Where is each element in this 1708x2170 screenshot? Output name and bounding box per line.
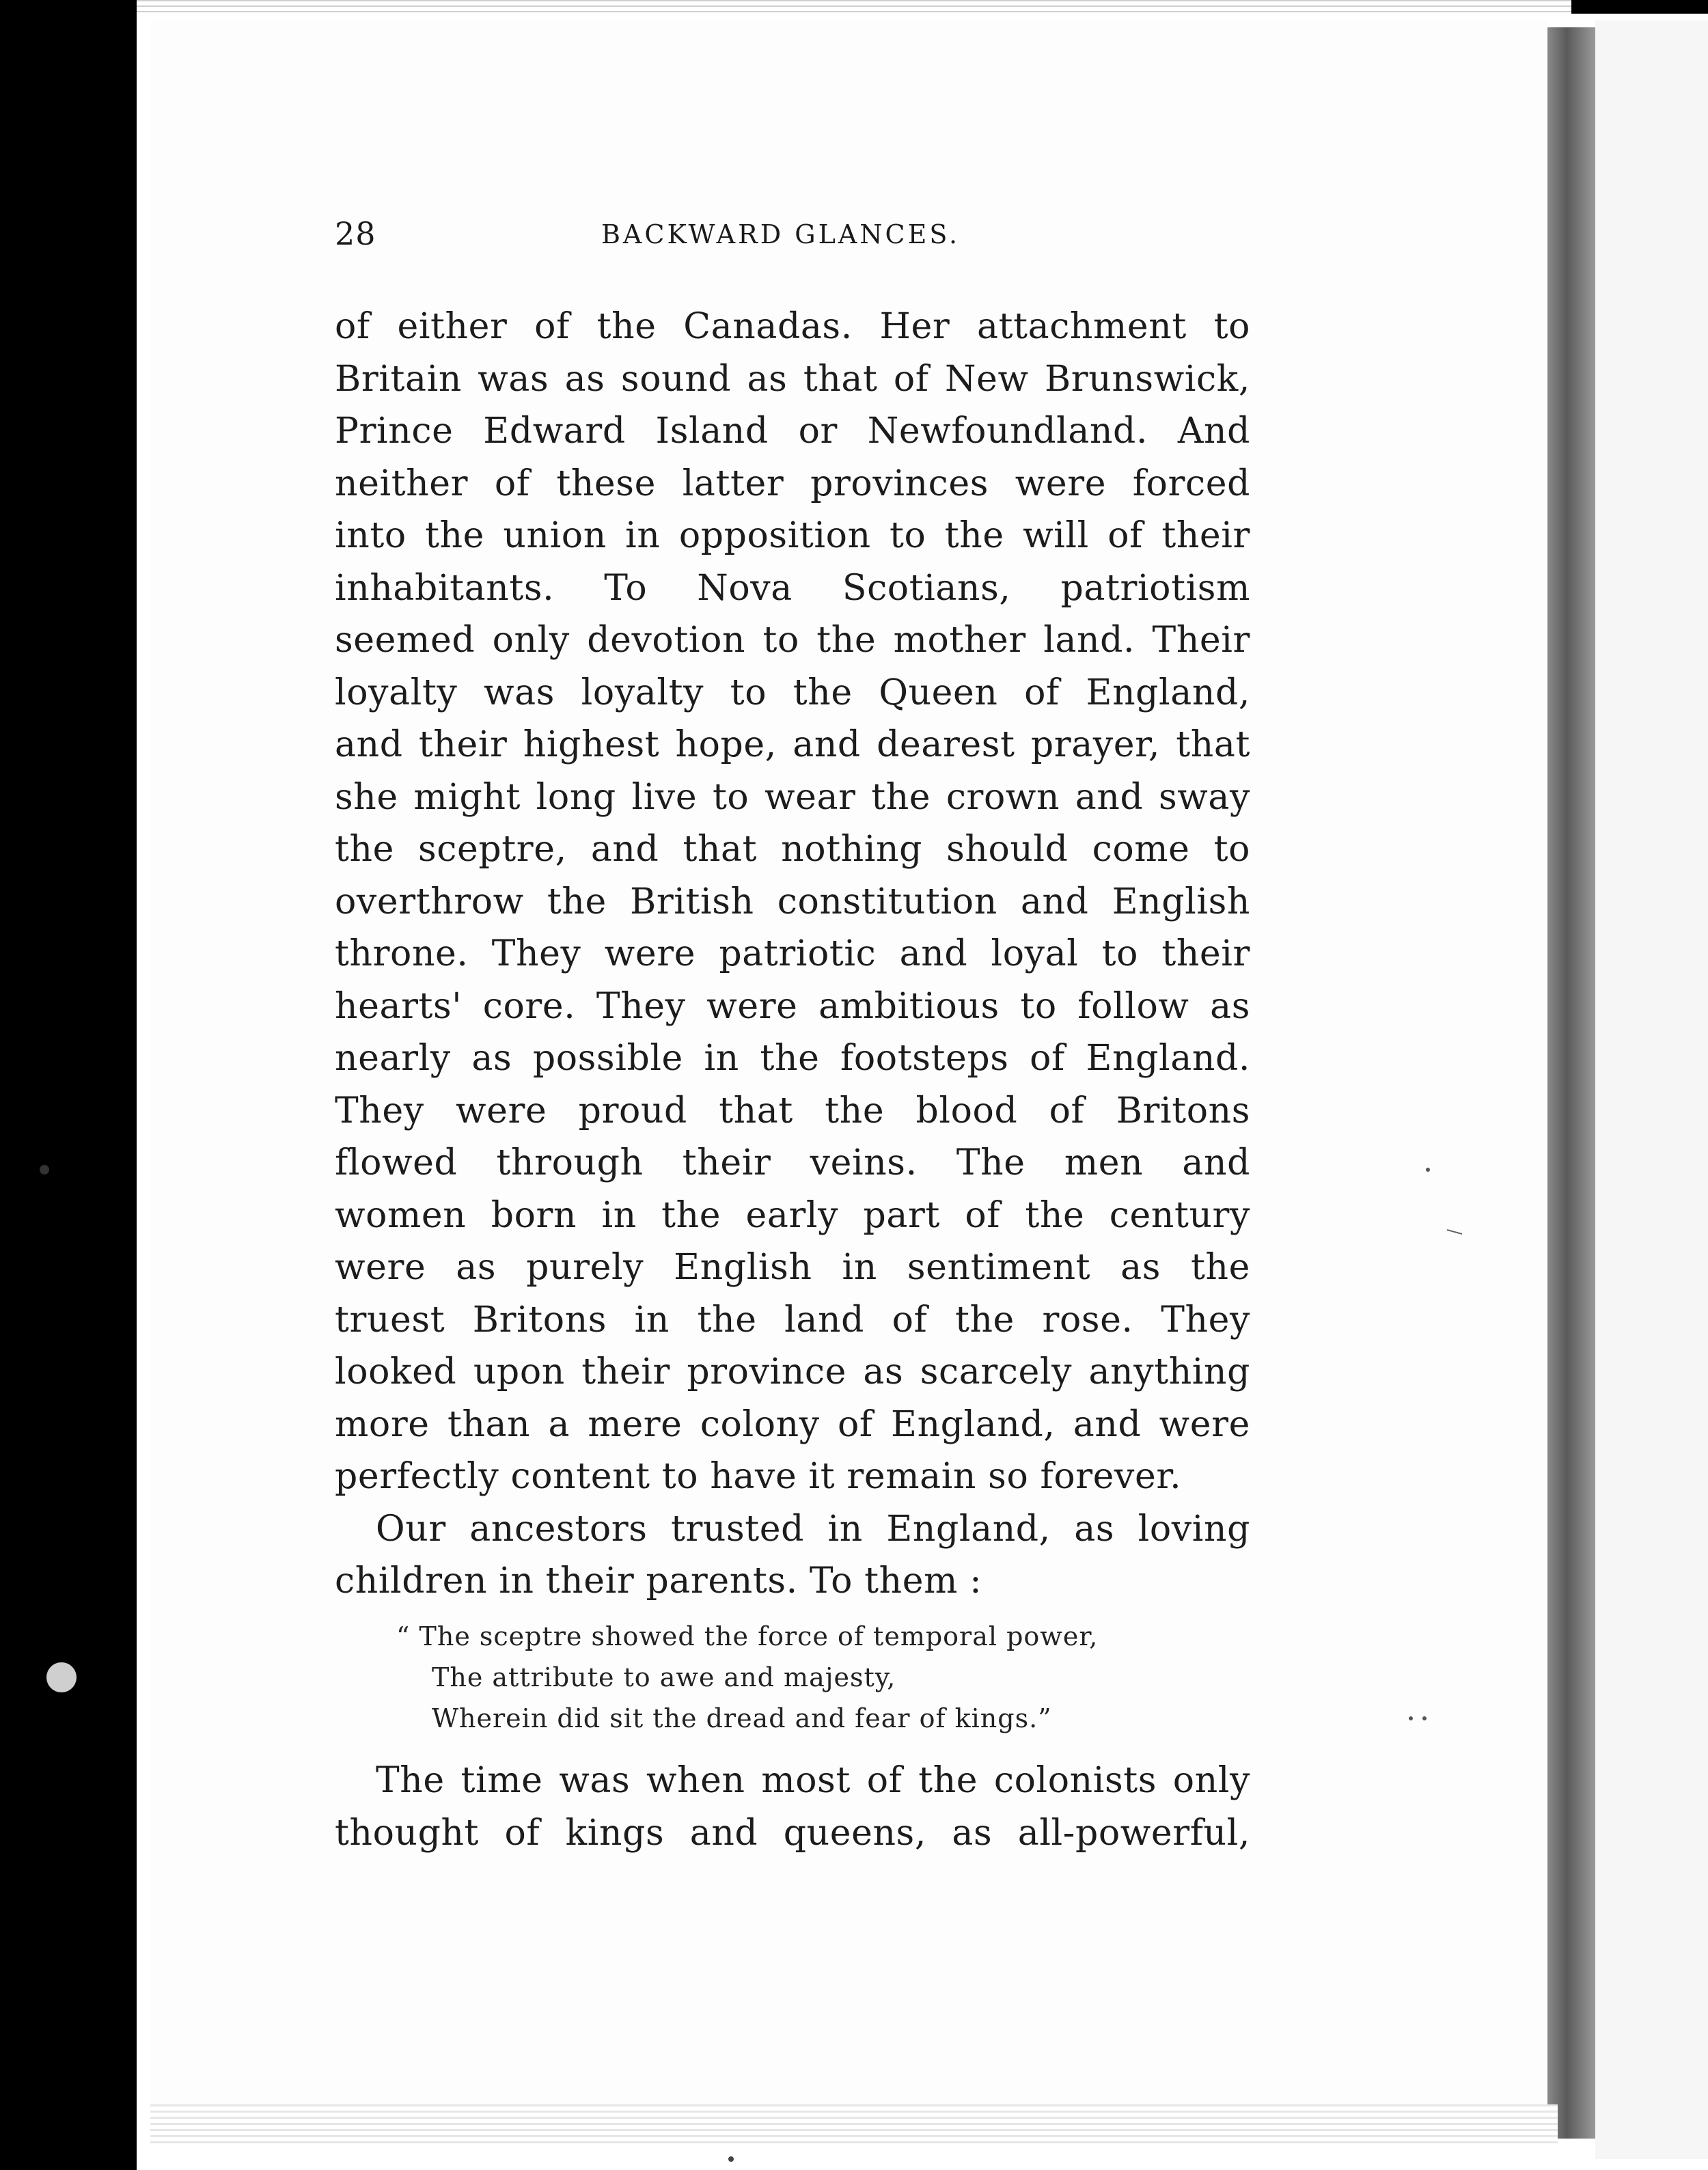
scan-speck [1409, 1716, 1413, 1720]
text-line: inhabitants. To Nova Scotians, patriotism [335, 567, 1250, 609]
scan-mark [1447, 1230, 1462, 1234]
text-line: were as purely English in sentiment as the [335, 1247, 1250, 1288]
text-line: Our ancestors trusted in England, as loving [376, 1508, 1250, 1550]
text-line: Prince Edward Island or Newfoundland. And [335, 411, 1250, 452]
scan-speck [1426, 1168, 1430, 1172]
text-line: overthrow the British constitution and English [335, 881, 1250, 922]
text-line: seemed only devotion to the mother land. Their [335, 620, 1250, 661]
text-line: thought of kings and queens, as all-powerful, [335, 1812, 1250, 1854]
text-line: The time was when most of the colonists only [376, 1760, 1250, 1801]
scan-speck [1422, 1716, 1427, 1720]
text-line: and their highest hope, and dearest prayer, that [335, 724, 1250, 765]
text-line: women born in the early part of the century [335, 1194, 1250, 1236]
running-title: BACKWARD GLANCES. [601, 219, 961, 249]
text-line: more than a mere colony of England, and were [335, 1403, 1250, 1445]
page-number: 28 [335, 215, 376, 252]
text-line: truest Britons in the land of the rose. They [335, 1299, 1250, 1341]
text-line: of either of the Canadas. Her attachment to [335, 306, 1250, 347]
text-line: hearts' core. They were ambitious to follow as [335, 985, 1250, 1027]
text-line: flowed through their veins. The men and [335, 1142, 1250, 1183]
scan-speck [40, 1165, 49, 1175]
text-line: she might long live to wear the crown and sway [335, 776, 1250, 818]
text-line: children in their parents. To them : [335, 1561, 982, 1602]
text-line: neither of these latter provinces were forced [335, 463, 1250, 504]
text-line: looked upon their province as scarcely anything [335, 1351, 1250, 1392]
text-line: loyalty was loyalty to the Queen of England, [335, 672, 1250, 713]
text-line: nearly as possible in the footsteps of England. [335, 1038, 1250, 1079]
text-line: They were proud that the blood of Britons [335, 1090, 1250, 1131]
quotation-line: The attribute to awe and majesty, [432, 1662, 896, 1692]
text-line: perfectly content to have it remain so forever. [335, 1456, 1182, 1497]
text-line: into the union in opposition to the will of their [335, 515, 1250, 556]
scan-speck [46, 1662, 77, 1692]
scan-speck [728, 2156, 734, 2162]
text-line: throne. They were patriotic and loyal to their [335, 933, 1250, 974]
quotation-line: Wherein did sit the dread and fear of kings.” [432, 1703, 1052, 1733]
quotation-line: “ The sceptre showed the force of temporal power, [396, 1621, 1099, 1651]
text-line: Britain was as sound as that of New Brunswick, [335, 358, 1250, 400]
text-line: the sceptre, and that nothing should come to [335, 829, 1250, 870]
